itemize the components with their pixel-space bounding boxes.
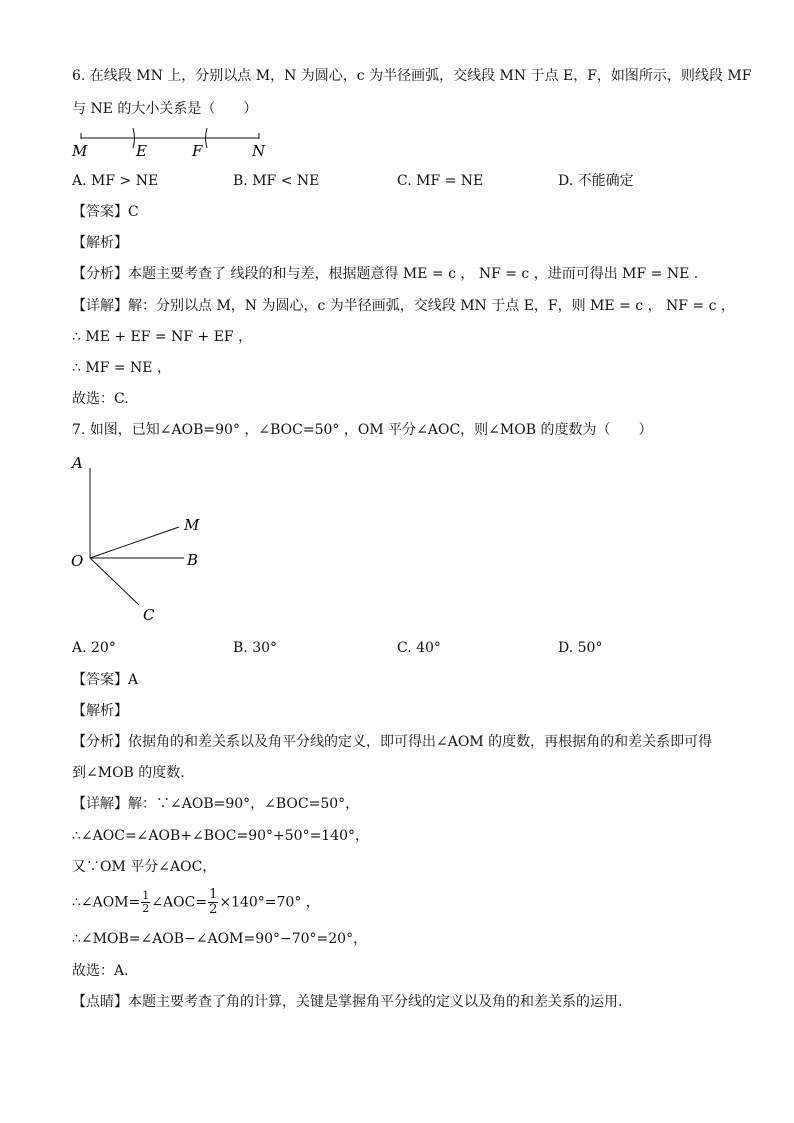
fraction-denominator: 2 <box>209 902 218 917</box>
q6-option-b: B. MF < NE <box>233 173 320 189</box>
q7-answer: 【答案】A <box>72 672 139 688</box>
q6-xiangjie: 【详解】解：分别以点 M，N 为圆心，c 为半径画弧，交线段 MN 于点 E，F，则 ME = c ， NF = c ， <box>72 298 735 314</box>
q7-option-c: C. 40° <box>397 640 441 656</box>
step3-suffix: ×140°=70° ， <box>219 894 320 911</box>
fraction-numerator: 1 <box>142 889 150 902</box>
label-o: O <box>71 552 84 570</box>
label-e: E <box>136 142 147 160</box>
q6-stem-line2: 与 NE 的大小关系是（ ） <box>72 101 258 117</box>
q7-fenxi-line1: 【分析】依据角的和差关系以及角平分线的定义，即可得出∠AOM 的度数，再根据角的和差关系即可得 <box>72 734 713 750</box>
step3-prefix: ∴∠AOM= <box>72 894 141 911</box>
label-m: M <box>184 516 200 534</box>
label-n: N <box>252 142 266 160</box>
label-m: M <box>72 142 88 160</box>
label-c: C <box>143 606 155 624</box>
q7-step3 <box>72 888 320 917</box>
q7-analysis-title: 【解析】 <box>72 703 128 719</box>
q6-stem-line1: 6. 在线段 MN 上，分别以点 M，N 为圆心，c 为半径画弧，交线段 MN 于点 E，F，如图所示，则线段 MF <box>72 68 752 84</box>
q7-option-b: B. 30° <box>233 640 278 656</box>
fraction-half-large <box>208 888 218 917</box>
q7-step4: ∴∠MOB=∠AOB−∠AOM=90°−70°=20°， <box>72 931 368 947</box>
ray-om <box>90 527 179 558</box>
q7-step2: 又∵OM 平分∠AOC， <box>72 859 217 875</box>
q6-analysis-title: 【解析】 <box>72 235 128 251</box>
q7-dianjing: 【点睛】本题主要考查了角的计算，关键是掌握角平分线的定义以及角的和差关系的运用. <box>72 994 623 1010</box>
q7-xiangjie: 【详解】解：∵∠AOB=90°，∠BOC=50°， <box>72 796 360 812</box>
q6-fenxi: 【分析】本题主要考查了 线段的和与差，根据题意得 ME = c ， NF = c ，进而可得出 MF = NE . <box>72 266 699 282</box>
q6-step2: ∴ MF = NE ， <box>72 360 171 376</box>
ray-oc <box>90 558 139 605</box>
q7-stem: 7. 如图，已知∠AOB=90° ，∠BOC=50° ，OM 平分∠AOC，则∠MOB 的度数为（ ） <box>72 422 653 438</box>
fraction-numerator: 1 <box>209 887 218 902</box>
q7-option-a: A. 20° <box>72 640 116 656</box>
label-b: B <box>187 551 199 569</box>
q6-option-a: A. MF > NE <box>72 173 159 189</box>
q6-answer: 【答案】C <box>72 204 139 220</box>
q7-angle-figure <box>66 448 216 630</box>
q6-step1: ∴ ME + EF = NF + EF ， <box>72 329 253 345</box>
label-a: A <box>72 454 83 472</box>
q7-step1: ∴∠AOC=∠AOB+∠BOC=90°+50°=140°， <box>72 828 370 844</box>
q6-segment-figure <box>70 126 270 162</box>
label-f: F <box>192 142 203 160</box>
q6-option-d: D. 不能确定 <box>558 173 634 189</box>
q7-choice: 故选：A. <box>72 963 129 979</box>
q7-fenxi-line2: 到∠MOB 的度数. <box>72 765 185 781</box>
step3-mid: ∠AOC= <box>151 894 208 911</box>
q6-choice: 故选：C. <box>72 391 129 407</box>
q6-option-c: C. MF = NE <box>397 173 484 189</box>
fraction-half <box>141 890 150 915</box>
fraction-denominator: 2 <box>142 902 150 915</box>
q7-option-d: D. 50° <box>558 640 603 656</box>
